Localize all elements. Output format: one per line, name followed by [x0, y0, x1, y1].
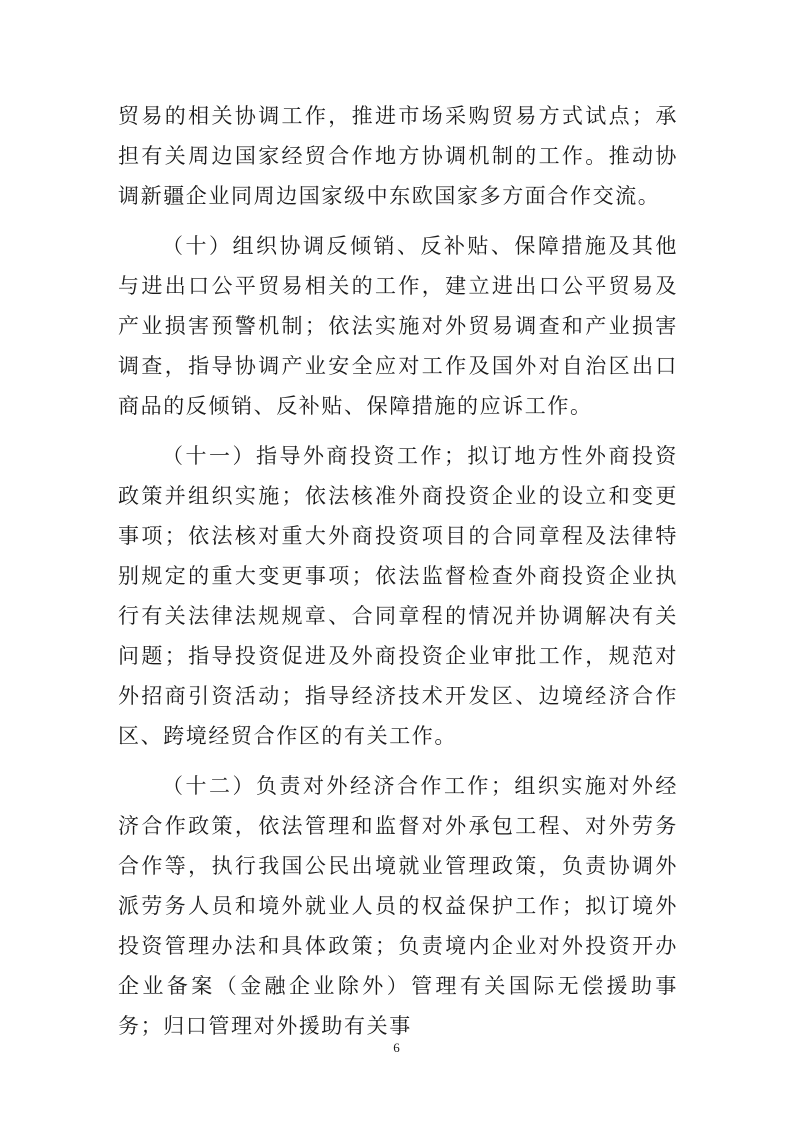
- body-text: [118, 96, 678, 1056]
- page-number: 6: [393, 1040, 400, 1055]
- paragraph-item-11: （十一）指导外商投资工作；拟订地方性外商投资政策并组织实施；依法核准外商投资企业的设立和变更事项；依法核对重大外商投资项目的合同章程及法律特别规定的重大变更事项；依法监督检查外商投资企业执行有关法律法规规章、合同章程的情况并协调解决有关问题；指导投资促进及外商投资企业审批工作，规范对外招商引资活动；指导经济技术开发区、边境经济合作区、跨境经贸合作区的有关工作。: [118, 444, 678, 748]
- paragraph-continued: 贸易的相关协调工作，推进市场采购贸易方式试点；承担有关周边国家经贸合作地方协调机制的工作。推动协调新疆企业同周边国家级中东欧国家多方面合作交流。: [118, 104, 678, 208]
- paragraph-item-12: （十二）负责对外经济合作工作；组织实施对外经济合作政策，依法管理和监督对外承包工程、对外劳务合作等，执行我国公民出境就业管理政策，负责协调外派劳务人员和境外就业人员的权益保护工作；拟订境外投资管理办法和具体政策；负责境内企业对外投资开办企业备案（金融企业除外）管理有关国际无偿援助事务；归口管理对外援助有关事: [118, 774, 678, 1038]
- paragraph-item-10: （十）组织协调反倾销、反补贴、保障措施及其他与进出口公平贸易相关的工作，建立进出口公平贸易及产业损害预警机制；依法实施对外贸易调查和产业损害调查，指导协调产业安全应对工作及国外对自治区出口商品的反倾销、反补贴、保障措施的应诉工作。: [118, 234, 678, 418]
